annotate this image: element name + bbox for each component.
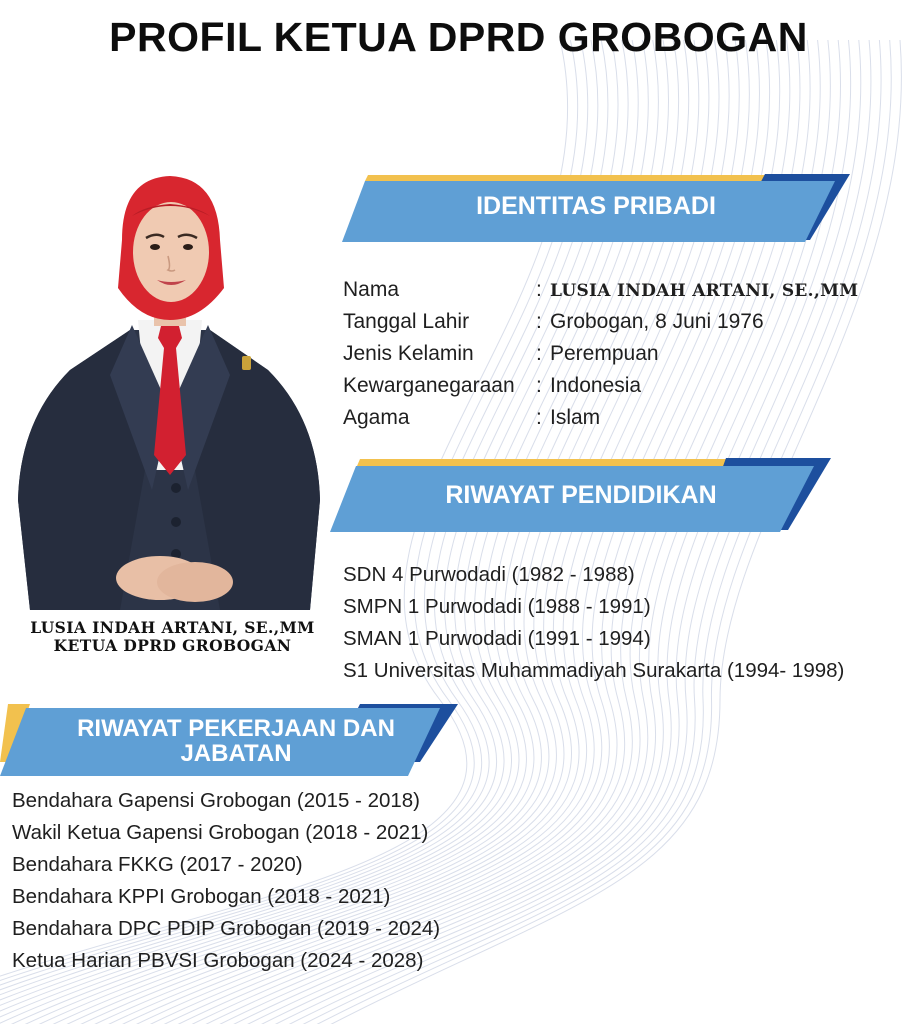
education-item: SDN 4 Purwodadi (1982 - 1988) xyxy=(343,563,635,586)
identity-value: Grobogan, 8 Juni 1976 xyxy=(550,310,764,333)
riwayat-pekerjaan-banner xyxy=(0,700,460,778)
identity-value: Islam xyxy=(550,406,601,429)
riwayat-pekerjaan-heading-line2: JABATAN xyxy=(180,740,292,767)
education-item: SMPN 1 Purwodadi (1988 - 1991) xyxy=(343,595,651,618)
work-item: Bendahara DPC PDIP Grobogan (2019 - 2024) xyxy=(12,917,441,940)
riwayat-pendidikan-banner xyxy=(328,454,834,544)
work-item: Bendahara KPPI Grobogan (2018 - 2021) xyxy=(12,885,391,908)
identitas-pribadi-banner xyxy=(340,170,852,254)
identity-colon: : xyxy=(536,406,542,429)
identitas-pribadi-heading: IDENTITAS PRIBADI xyxy=(476,191,716,220)
identity-label: Nama xyxy=(343,278,400,301)
identity-label: Kewarganegaraan xyxy=(343,374,515,397)
identity-colon: : xyxy=(536,374,542,397)
education-item: SMAN 1 Purwodadi (1991 - 1994) xyxy=(343,627,651,650)
identity-value: Perempuan xyxy=(550,342,659,365)
portrait-caption-name: LUSIA INDAH ARTANI, SE.,MM xyxy=(30,618,315,637)
education-item: S1 Universitas Muhammadiyah Surakarta (1994- 1998) xyxy=(343,659,845,682)
work-item: Ketua Harian PBVSI Grobogan (2024 - 2028) xyxy=(12,949,424,972)
identity-label: Agama xyxy=(343,406,410,429)
riwayat-pekerjaan-heading-line1: RIWAYAT PEKERJAAN DAN xyxy=(77,714,395,742)
work-item: Wakil Ketua Gapensi Grobogan (2018 - 2021) xyxy=(12,821,429,844)
identity-label: Tanggal Lahir xyxy=(343,310,470,333)
work-item: Bendahara FKKG (2017 - 2020) xyxy=(12,853,303,876)
riwayat-pekerjaan-heading xyxy=(0,702,510,780)
page-title: PROFIL KETUA DPRD GROBOGAN xyxy=(109,14,808,60)
riwayat-pendidikan-heading: RIWAYAT PENDIDIKAN xyxy=(445,480,717,509)
identity-colon: : xyxy=(536,310,542,333)
identity-value: Indonesia xyxy=(550,374,642,397)
identity-colon: : xyxy=(536,278,542,301)
identity-value: LUSIA INDAH ARTANI, SE.,MM xyxy=(550,281,859,301)
portrait-photo xyxy=(10,170,328,610)
work-item: Bendahara Gapensi Grobogan (2015 - 2018) xyxy=(12,789,421,812)
portrait-caption-role: KETUA DPRD GROBOGAN xyxy=(53,636,292,655)
identity-colon: : xyxy=(536,342,542,365)
identity-label: Jenis Kelamin xyxy=(343,342,474,365)
